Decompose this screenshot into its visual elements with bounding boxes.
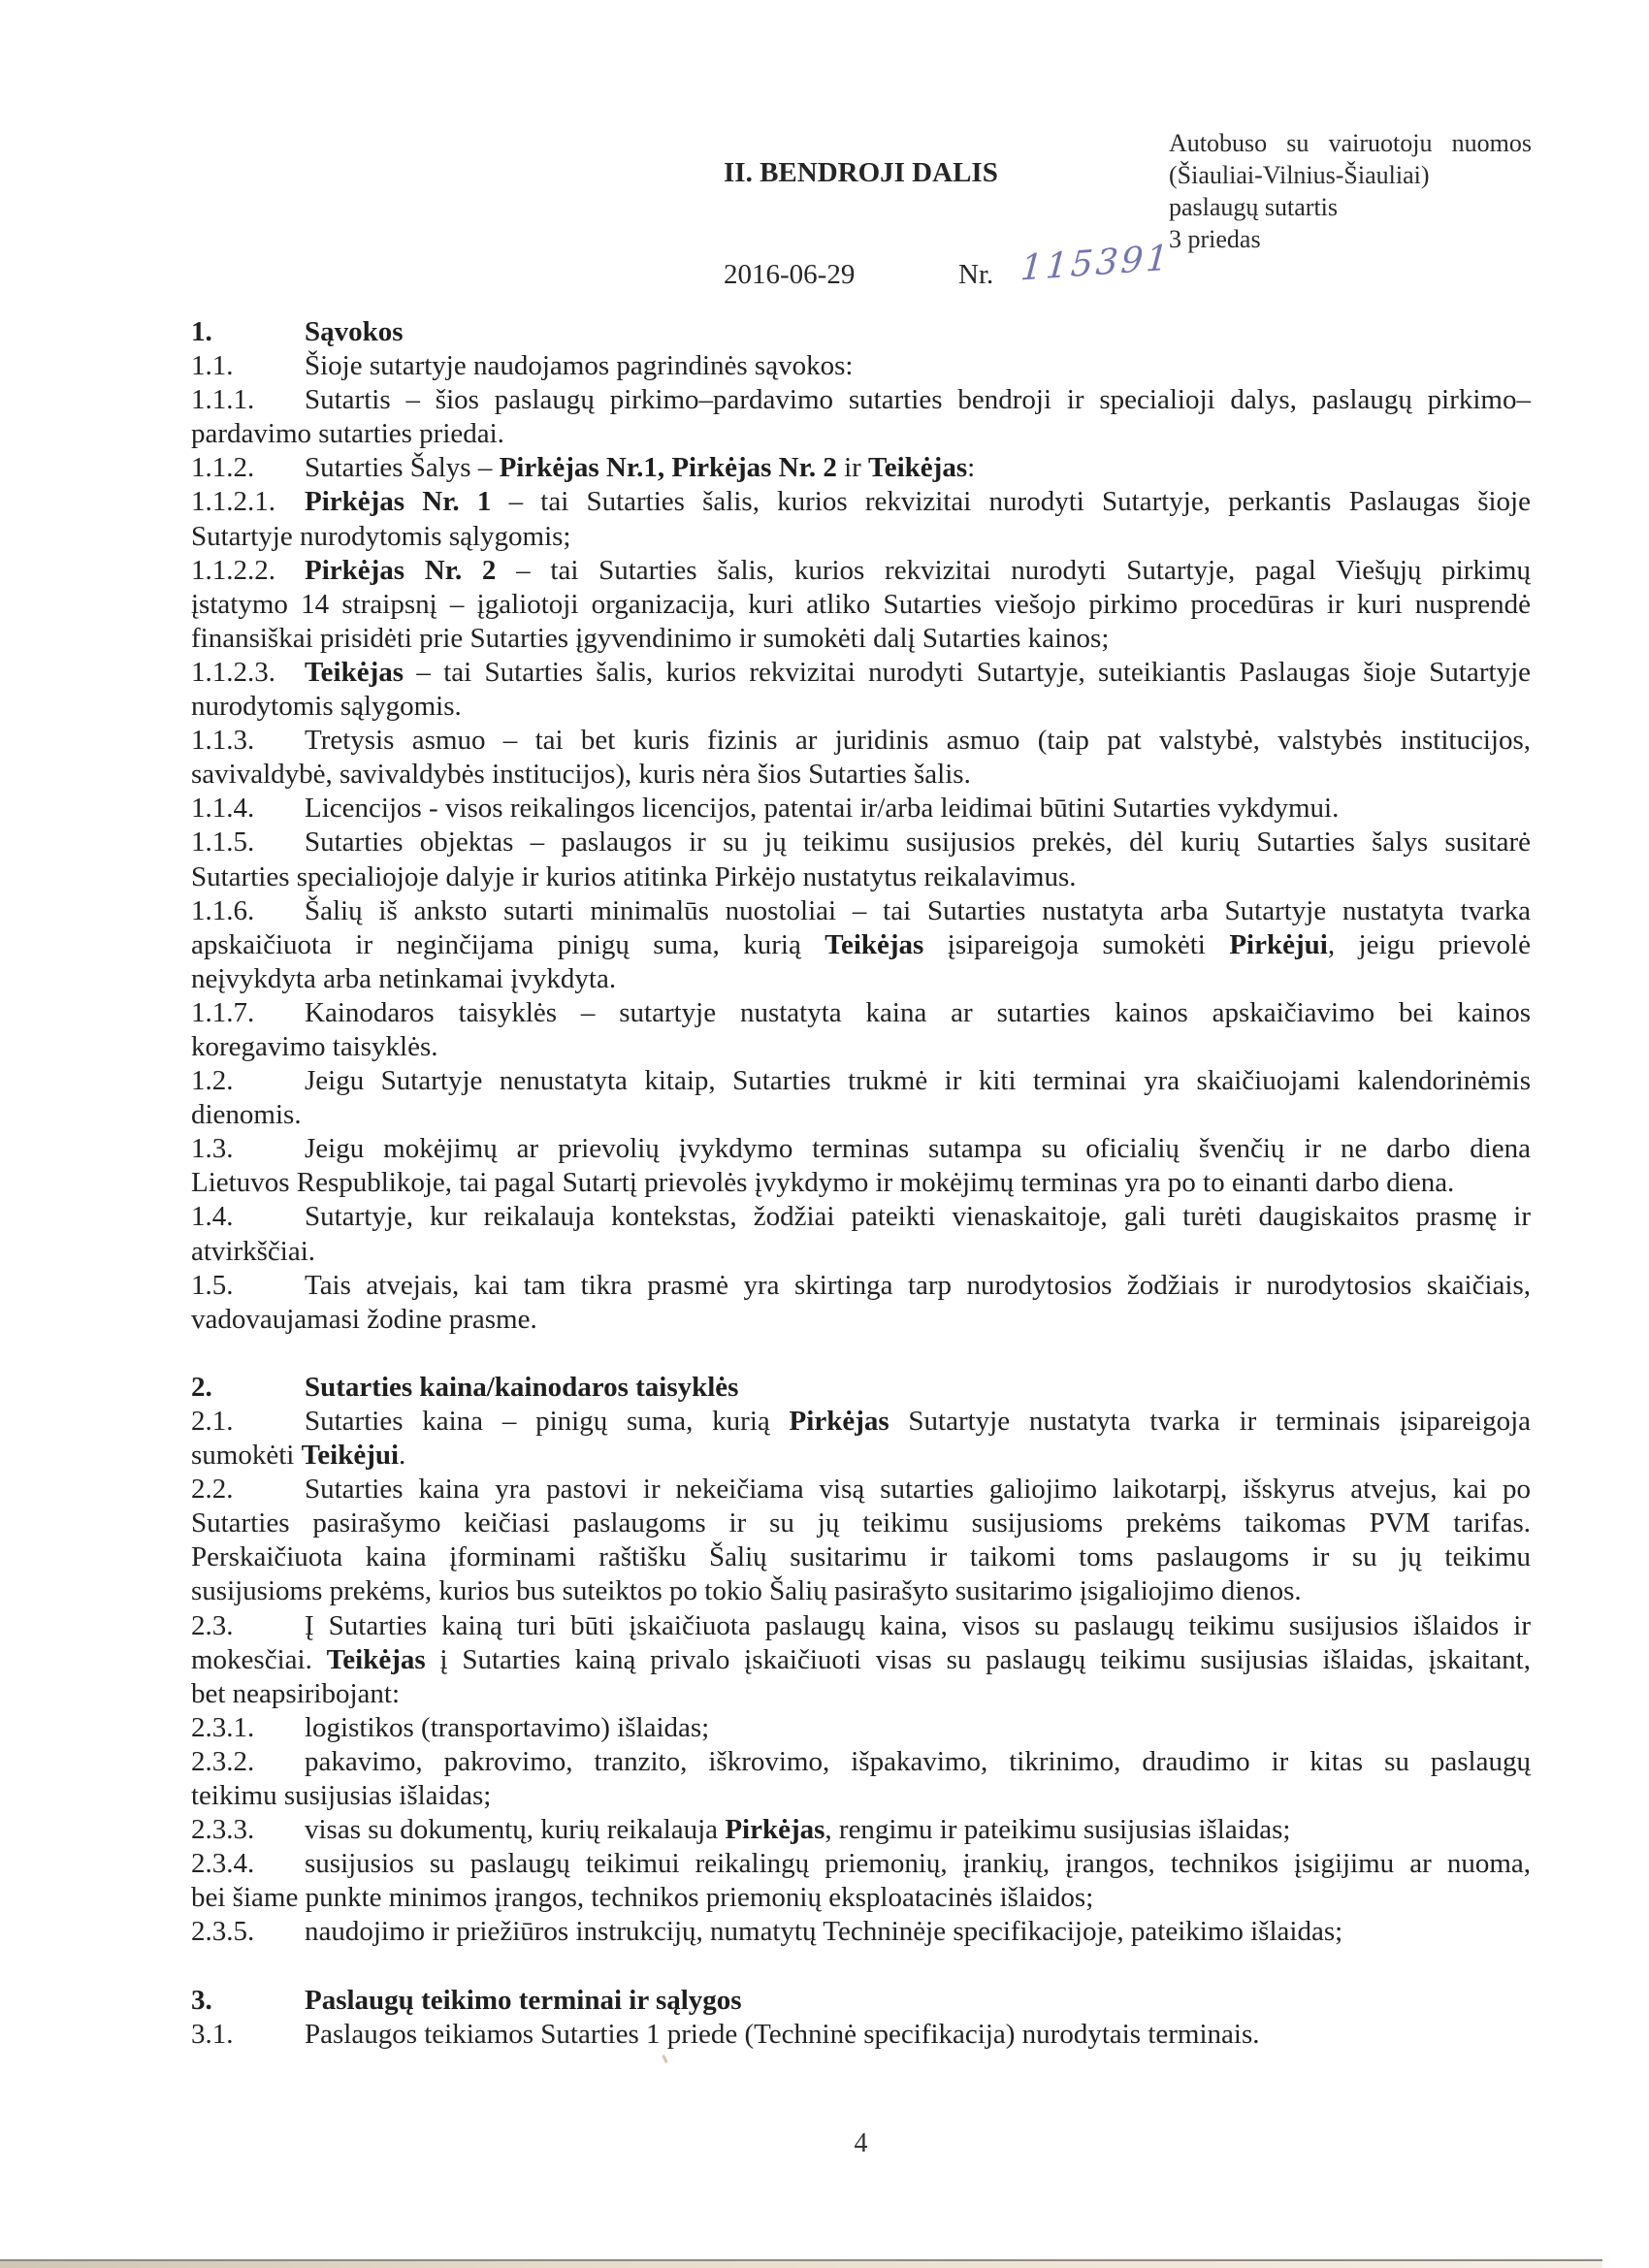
text-run: visas su dokumentų, kurių reikalauja — [305, 1814, 726, 1846]
clause-number: 1.1.2.2. — [191, 554, 275, 586]
defined-term: Teikėjui — [301, 1440, 400, 1472]
text-run: dienomis. — [191, 1099, 302, 1131]
section-number: 1. — [191, 316, 212, 347]
clause-number: 1.1.7. — [191, 996, 255, 1028]
clause-line — [191, 1745, 1531, 1779]
text-run: Sutarties specialiojoje dalyje ir kurios atitinka Pirkėjo nustatytus reikalavimus. — [191, 860, 1077, 892]
text-run: Jeigu mokėjimų ar prievolių įvykdymo terminas sutampa su oficialių švenčių ir ne darbo diena — [305, 1133, 1531, 1165]
clause-line — [191, 1030, 1531, 1064]
text-run: , jeigu prievolė — [1327, 928, 1531, 960]
text-run: įstatymo 14 straipsnį – įgaliotoji organizacija, kuri atliko Sutarties viešojo pirkimo procedūras ir kuri nusprendė — [191, 588, 1531, 620]
clause — [191, 1711, 1531, 1745]
text-run: Sutarties objektas – paslaugos ir su jų teikimu susijusios prekės, dėl kurių Sutarties šalys susitarė — [305, 826, 1531, 859]
text-run: Kainodaros taisyklės – sutartyje nustatyta kaina ar sutarties kainos apskaičiavimo bei kainos — [305, 996, 1531, 1028]
clause-line — [191, 520, 1531, 554]
defined-term: Pirkėjas Nr. 1 — [305, 486, 492, 518]
text-run: susijusios su paslaugų teikimui reikalingų priemonių, įrankių, įrangos, technikos įsigijimu ar nuoma, — [305, 1848, 1531, 1880]
clause — [191, 2018, 1531, 2052]
defined-term: Pirkėjas Nr. 2 — [305, 554, 497, 586]
clause — [191, 1915, 1531, 1949]
clause — [191, 485, 1531, 553]
clause-line — [191, 1132, 1531, 1166]
clause-number: 1.1. — [191, 350, 234, 382]
annex-line: 3 priedas — [1169, 225, 1261, 253]
clause-number: 2.1. — [191, 1406, 234, 1437]
text-run: Sutarties Šalys – — [305, 452, 500, 484]
text-run: – tai Sutarties šalis, kurios rekvizitai nurodyti Sutartyje, perkantis Paslaugas šioje — [491, 486, 1531, 518]
clause-line — [191, 724, 1531, 758]
section-title: Sutarties kaina/kainodaros taisyklės — [305, 1371, 739, 1403]
clause — [191, 1609, 1531, 1711]
clause-number: 2.2. — [191, 1474, 234, 1506]
clause — [191, 1405, 1531, 1473]
clause-line — [191, 1779, 1531, 1813]
clause-number: 1.1.5. — [191, 826, 255, 859]
text-run: logistikos (transportavimo) išlaidas; — [305, 1711, 710, 1743]
text-run: nurodytomis sąlygomis. — [191, 691, 462, 723]
text-run: Tretysis asmuo – tai bet kuris fizinis ar juridinis asmuo (taip pat valstybė, valstybės institucijos, — [305, 725, 1531, 757]
clause — [191, 656, 1531, 724]
clause-line — [191, 1574, 1531, 1608]
clause — [191, 792, 1531, 826]
clause-line — [191, 1303, 1531, 1337]
section-heading — [191, 1984, 1531, 2018]
text-run: sumokėti — [191, 1440, 302, 1472]
clause-line — [191, 826, 1531, 859]
clause — [191, 1132, 1531, 1200]
text-run: vadovaujamasi žodine prasme. — [191, 1303, 537, 1335]
clause — [191, 826, 1531, 893]
scan-speck — [662, 2055, 668, 2063]
scan-edge-strip — [0, 2261, 1602, 2268]
clause-line — [191, 1235, 1531, 1269]
text-run: Į Sutarties kainą turi būti įskaičiuota paslaugų kaina, visos su paslaugų teikimu susijusios išlaidos ir — [305, 1609, 1531, 1641]
clause-line — [191, 1643, 1531, 1677]
clause — [191, 1847, 1531, 1915]
text-run: finansiškai prisidėti prie Sutarties įgyvendinimo ir sumokėti dalį Sutarties kainos; — [191, 622, 1110, 654]
clause-line — [191, 1269, 1531, 1303]
text-run: Šalių iš anksto sutarti minimalūs nuostoliai – tai Sutarties nustatyta arba Sutartyje nustatyta tvarka — [305, 894, 1531, 926]
defined-term: Pirkėjas — [789, 1406, 889, 1437]
clause — [191, 1473, 1531, 1608]
clause-line — [191, 928, 1531, 962]
section — [191, 1984, 1531, 2052]
section — [191, 1371, 1531, 1950]
clause-number: 1.1.6. — [191, 894, 255, 926]
text-run: : — [967, 452, 976, 484]
text-run: ir — [836, 452, 869, 484]
document-date: 2016-06-29 — [724, 259, 856, 290]
clause-number: 1.1.2.1. — [191, 486, 275, 518]
text-run: Sutartyje nustatyta tvarka ir terminais įsipareigoja — [889, 1406, 1531, 1437]
text-run: Tais atvejais, kai tam tikra prasmė yra skirtinga tarp nurodytosios žodžiais ir nurodytosios skaičiais, — [305, 1269, 1531, 1301]
section-heading — [191, 315, 1531, 349]
section-heading — [191, 1371, 1531, 1405]
text-run: – tai Sutarties šalis, kurios rekvizitai nurodyti Sutartyje, pagal Viešųjų pirkimų — [496, 554, 1531, 586]
section — [191, 315, 1531, 1337]
clause-line — [191, 1813, 1531, 1847]
text-run: koregavimo taisyklės. — [191, 1030, 438, 1062]
text-run: Sutarties kaina – pinigų suma, kurią — [305, 1406, 790, 1437]
clause-line — [191, 1677, 1531, 1711]
clause — [191, 1813, 1531, 1847]
defined-term: Teikėjas — [868, 452, 968, 484]
clause — [191, 724, 1531, 792]
clause — [191, 894, 1531, 996]
text-run: Sutartis – šios paslaugų pirkimo–pardavimo sutarties bendroji ir specialioji dalys, paslaugų pirkimo– — [305, 384, 1531, 416]
clause-number: 1.1.2. — [191, 452, 255, 484]
clause-line — [191, 588, 1531, 622]
clause-line — [191, 758, 1531, 792]
clause-line — [191, 1540, 1531, 1574]
clause-number: 1.1.1. — [191, 384, 255, 416]
clause-line — [191, 485, 1531, 519]
clause — [191, 1745, 1531, 1813]
text-run: įsipareigoja sumokėti — [923, 928, 1230, 960]
clause-line — [191, 1507, 1531, 1540]
clause-line — [191, 1200, 1531, 1234]
document-number-label: Nr. — [958, 259, 994, 290]
clause-line — [191, 1439, 1531, 1473]
text-run: Sutartyje, kur reikalauja kontekstas, žodžiai pateikti vienaskaitoje, gali turėti daugiskaitos prasmę ir — [305, 1201, 1531, 1233]
clause-line — [191, 860, 1531, 894]
clause-line — [191, 1881, 1531, 1915]
clause-number: 2.3.1. — [191, 1711, 255, 1743]
part-title: II. BENDROJI DALIS — [724, 157, 998, 188]
clause-line — [191, 2018, 1531, 2052]
clause — [191, 1064, 1531, 1132]
clause-line — [191, 1405, 1531, 1439]
text-run: Jeigu Sutartyje nenustatyta kitaip, Sutarties trukmė ir kiti terminai yra skaičiuojami kalendorinėmis — [305, 1065, 1531, 1097]
clause — [191, 451, 1531, 485]
text-run: Sutarties pasirašymo keičiasi paslaugoms ir su jų teikimu susijusioms prekėms taikomas PVM tarifas. — [191, 1507, 1531, 1539]
clause-line — [191, 962, 1531, 996]
clause-number: 1.2. — [191, 1065, 234, 1097]
text-run: neįvykdyta arba netinkamai įvykdyta. — [191, 962, 617, 994]
clause-line — [191, 1711, 1531, 1745]
clause-line — [191, 622, 1531, 656]
defined-term: Teikėjas — [824, 928, 924, 960]
annex-line: Autobuso su vairuotoju nuomos — [1169, 129, 1532, 157]
text-run: susijusioms prekėms, kurios bus suteiktos po tokio Šalių pasirašyto susitarimo įsigaliojimo dienos. — [191, 1575, 1302, 1607]
text-run: apskaičiuota ir neginčijama pinigų suma, kurią — [191, 928, 825, 960]
clause-number: 2.3.2. — [191, 1745, 255, 1777]
section-title: Sąvokos — [305, 316, 404, 347]
text-run: naudojimo ir priežiūros instrukcijų, numatytų Techninėje specifikacijoje, pateikimo išlaidas; — [305, 1916, 1343, 1948]
defined-term: Teikėjas — [305, 656, 404, 688]
clause-line — [191, 690, 1531, 724]
clause-line — [191, 349, 1531, 383]
handwritten-registration-number: 115391 — [1018, 238, 1173, 289]
clause-line — [191, 1166, 1531, 1200]
clause — [191, 349, 1531, 383]
clause — [191, 383, 1531, 451]
text-run: atvirkščiai. — [191, 1235, 316, 1267]
text-run: Sutarties kaina yra pastovi ir nekeičiama visą sutarties galiojimo laikotarpį, išskyrus atvejus, kai po — [305, 1474, 1531, 1506]
text-run: Paslaugos teikiamos Sutarties 1 priede (Techninė specifikacija) nurodytais terminais. — [305, 2018, 1260, 2050]
defined-term: Pirkėjas — [725, 1814, 825, 1846]
annex-line: (Šiauliai-Vilnius-Šiauliai) — [1169, 161, 1430, 189]
text-run: savivaldybė, savivaldybės institucijos), kuris nėra šios Sutarties šalis. — [191, 759, 971, 791]
clause-number: 1.1.3. — [191, 725, 255, 757]
clause-line — [191, 1473, 1531, 1507]
defined-term: Pirkėjui — [1229, 928, 1328, 960]
section-title: Paslaugų teikimo terminai ir sąlygos — [305, 1984, 742, 2016]
text-run: Sutartyje nurodytomis sąlygomis; — [191, 520, 571, 552]
clause-line — [191, 996, 1531, 1030]
page-number: 4 — [854, 2128, 868, 2158]
defined-term: Teikėjas — [326, 1643, 426, 1675]
clause — [191, 1200, 1531, 1268]
clause-line — [191, 1609, 1531, 1643]
text-run: . — [399, 1440, 406, 1472]
clause-line — [191, 656, 1531, 690]
text-run: Perskaičiuota kaina įforminami raštišku Šalių susitarimu ir taikomi toms paslaugoms ir su jų teikimu — [191, 1541, 1531, 1573]
annex-reference — [1169, 127, 1532, 255]
annex-line: paslaugų sutartis — [1169, 193, 1339, 221]
text-run: Lietuvos Respublikoje, tai pagal Sutartį prievolės įvykdymo ir mokėjimų terminas yra po to einanti darbo diena. — [191, 1167, 1455, 1199]
clause — [191, 1269, 1531, 1337]
clause-number: 2.3. — [191, 1609, 234, 1641]
clause-line — [191, 383, 1531, 417]
section-number: 3. — [191, 1984, 212, 2016]
clause-line — [191, 894, 1531, 928]
text-run: , rengimu ir pateikimu susijusias išlaidas; — [824, 1814, 1291, 1846]
clause — [191, 554, 1531, 656]
clause-number: 2.3.4. — [191, 1848, 255, 1880]
text-run: į Sutarties kainą privalo įskaičiuoti visas su paslaugų teikimu susijusias išlaidas, įskaitant, — [425, 1643, 1531, 1675]
clause-line — [191, 792, 1531, 826]
text-run: Licencijos - visos reikalingos licencijos, patentai ir/arba leidimai būtini Sutarties vykdymui. — [305, 793, 1340, 825]
clause-number: 1.5. — [191, 1269, 234, 1301]
section-number: 2. — [191, 1371, 212, 1403]
clause-number: 2.3.3. — [191, 1814, 255, 1846]
clause-line — [191, 1064, 1531, 1098]
defined-term: Pirkėjas Nr.1, Pirkėjas Nr. 2 — [499, 452, 837, 484]
clause-number: 1.1.2.3. — [191, 656, 275, 688]
clause-number: 1.4. — [191, 1201, 234, 1233]
clause-number: 1.3. — [191, 1133, 234, 1165]
text-run: mokesčiai. — [191, 1643, 327, 1675]
text-run: teikimu susijusias išlaidas; — [191, 1780, 492, 1812]
text-run: pardavimo sutarties priedai. — [191, 418, 504, 450]
clause — [191, 996, 1531, 1064]
clause-line — [191, 1915, 1531, 1949]
clause-line — [191, 417, 1531, 451]
contract-body — [191, 315, 1531, 2052]
text-run: Šioje sutartyje naudojamos pagrindinės sąvokos: — [305, 350, 854, 382]
text-run: pakavimo, pakrovimo, tranzito, iškrovimo, išpakavimo, tikrinimo, draudimo ir kitas su paslaugų — [305, 1745, 1531, 1777]
clause-line — [191, 1098, 1531, 1132]
clause-number: 2.3.5. — [191, 1916, 255, 1948]
clause-number: 1.1.4. — [191, 793, 255, 825]
clause-number: 3.1. — [191, 2018, 234, 2050]
text-run: bet neapsiribojant: — [191, 1677, 401, 1709]
text-run: – tai Sutarties šalis, kurios rekvizitai nurodyti Sutartyje, suteikiantis Paslaugas šioje Sutartyje — [404, 656, 1531, 688]
clause-line — [191, 554, 1531, 588]
clause-line — [191, 1847, 1531, 1881]
text-run: bei šiame punkte minimos įrangos, technikos priemonių eksploatacinės išlaidos; — [191, 1882, 1094, 1914]
clause-line — [191, 451, 1531, 485]
